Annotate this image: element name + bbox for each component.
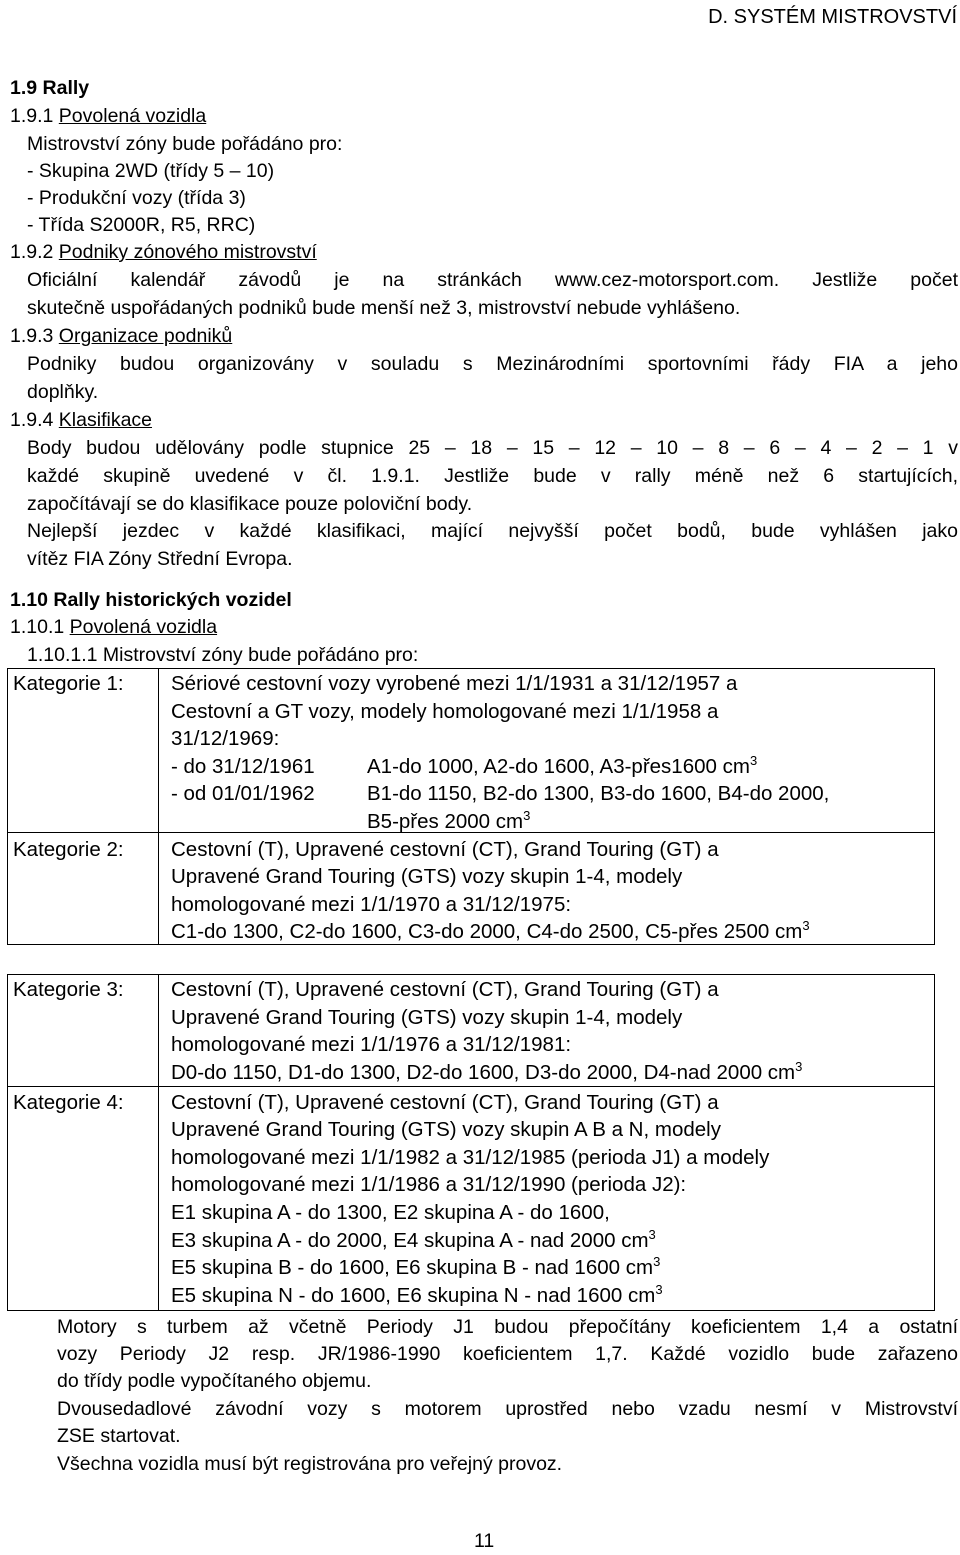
category-label: Kategorie 4: (13, 1091, 124, 1114)
heading-1-10-1-1: 1.10.1.1 Mistrovství zóny bude pořádáno pro: (27, 644, 419, 666)
category-line: Sériové cestovní vozy vyrobené mezi 1/1/1931 a 31/12/1957 a (171, 672, 738, 695)
heading-1-9-4-title: Klasifikace (58, 409, 153, 431)
heading-1-10-1: 1.10.1 Povolená vozidla (10, 616, 218, 638)
note-line: ZSE startovat. (57, 1425, 181, 1447)
category-label: Kategorie 1: (13, 672, 124, 695)
category-line: Cestovní (T), Upravené cestovní (CT), Grand Touring (GT) a (171, 838, 719, 861)
note-line: vozy Periody J2 resp. JR/1986-1990 koeficientem 1,7. Každé vozidlo bude zařazeno (57, 1343, 958, 1365)
body-line: Body budou udělovány podle stupnice 25 – 18 – 15 – 12 – 10 – 8 – 6 – 4 – 2 – 1 v (27, 437, 958, 459)
category-line: B1-do 1150, B2-do 1300, B3-do 1600, B4-do 2000, (367, 782, 830, 805)
note-line: do třídy podle vypočítaného objemu. (57, 1370, 372, 1392)
heading-1-9-3: 1.9.3 Organizace podniků (10, 325, 233, 347)
category-line: homologované mezi 1/1/1970 a 31/12/1975: (171, 893, 572, 916)
category-line: Upravené Grand Touring (GTS) vozy skupin 1-4, modely (171, 865, 683, 888)
category-line: - do 31/12/1961 (171, 755, 315, 778)
table-border (7, 668, 8, 944)
category-line: 31/12/1969: (171, 727, 280, 750)
section-title-1-10: 1.10 Rally historických vozidel (10, 589, 292, 611)
body-line: započítávají se do klasifikace pouze poloviční body. (27, 493, 473, 515)
table-border (7, 974, 935, 975)
category-line: E3 skupina A - do 2000, E4 skupina A - nad 2000 $cm^3$ (171, 1227, 656, 1252)
category-line: D0-do 1150, D1-do 1300, D2-do 1600, D3-do 2000, D4-nad 2000 $cm^3$ (171, 1059, 803, 1084)
table-border (7, 974, 8, 1310)
heading-1-9-3-title: Organizace podniků (58, 325, 233, 347)
body-line: Podniky budou organizovány v souladu s Mezinárodními sportovními řády FIA a jeho (27, 353, 958, 375)
heading-1-9-2: 1.9.2 Podniky zónového mistrovství (10, 241, 317, 263)
category-label: Kategorie 2: (13, 838, 124, 861)
category-line: B5-přes 2000 $cm^3$ (367, 808, 531, 833)
category-line: homologované mezi 1/1/1986 a 31/12/1990 (perioda J2): (171, 1173, 687, 1196)
body-line: - Produkční vozy (třída 3) (27, 187, 246, 209)
category-line: Cestovní (T), Upravené cestovní (CT), Grand Touring (GT) a (171, 978, 719, 1001)
category-line: Cestovní (T), Upravené cestovní (CT), Grand Touring (GT) a (171, 1091, 719, 1114)
category-line: E1 skupina A - do 1300, E2 skupina A - do 1600, (171, 1201, 610, 1224)
category-line: - od 01/01/1962 (171, 782, 315, 805)
body-line: vítěz FIA Zóny Střední Evropa. (27, 548, 293, 570)
body-line: Nejlepší jezdec v každé klasifikaci, mající nejvyšší počet bodů, bude vyhlášen jako (27, 520, 958, 542)
heading-1-9-4: 1.9.4 Klasifikace (10, 409, 153, 431)
body-line: - Třída S2000R, R5, RRC) (27, 214, 256, 236)
body-line: každé skupině uvedené v čl. 1.9.1. Jestliže bude v rally méně než 6 startujících, (27, 465, 958, 487)
category-line: E5 skupina N - do 1600, E6 skupina N - nad 1600 $cm^3$ (171, 1282, 663, 1307)
category-line: E5 skupina B - do 1600, E6 skupina B - nad 1600 $cm^3$ (171, 1254, 661, 1279)
category-line: Upravené Grand Touring (GTS) vozy skupin A B a N, modely (171, 1118, 721, 1141)
note-line: Motory s turbem až včetně Periody J1 budou přepočítány koeficientem 1,4 a ostatní (57, 1316, 958, 1338)
table-border (934, 974, 935, 1310)
heading-1-9-1: 1.9.1 Povolená vozidla (10, 105, 207, 127)
heading-1-9-1-title: Povolená vozidla (58, 105, 207, 127)
note-line: Dvousedadlové závodní vozy s motorem uprostřed nebo vzadu nesmí v Mistrovství (57, 1398, 958, 1420)
body-line: - Skupina 2WD (třídy 5 – 10) (27, 160, 275, 182)
category-line: C1-do 1300, C2-do 1600, C3-do 2000, C4-do 2500, C5-přes 2500 $cm^3$ (171, 918, 810, 943)
table-border (7, 668, 935, 669)
category-label: Kategorie 3: (13, 978, 124, 1001)
page-number: 11 (474, 1530, 495, 1552)
page-header-title: D. SYSTÉM MISTROVSTVÍ (708, 6, 957, 28)
table-border (7, 1310, 935, 1311)
table-border (158, 668, 159, 944)
body-line: doplňky. (27, 381, 99, 403)
table-border (934, 668, 935, 944)
heading-1-10-1-title: Povolená vozidla (69, 616, 218, 638)
table-border (158, 974, 159, 1310)
category-line: Upravené Grand Touring (GTS) vozy skupin 1-4, modely (171, 1006, 683, 1029)
category-line: Cestovní a GT vozy, modely homologované mezi 1/1/1958 a (171, 700, 719, 723)
category-line: homologované mezi 1/1/1976 a 31/12/1981: (171, 1033, 572, 1056)
section-title-1-9: 1.9 Rally (10, 77, 90, 99)
body-line: Mistrovství zóny bude pořádáno pro: (27, 133, 343, 155)
body-line: skutečně uspořádaných podniků bude menší než 3, mistrovství nebude vyhlášeno. (27, 297, 741, 319)
heading-1-9-2-title: Podniky zónového mistrovství (58, 241, 317, 263)
category-line: A1-do 1000, A2-do 1600, A3-přes1600 $cm^3$ (367, 753, 758, 778)
category-line: homologované mezi 1/1/1982 a 31/12/1985 (perioda J1) a modely (171, 1146, 770, 1169)
note-line: Všechna vozidla musí být registrována pro veřejný provoz. (57, 1453, 563, 1475)
body-line: Oficiální kalendář závodů je na stránkách www.cez-motorsport.com. Jestliže počet (27, 269, 958, 291)
